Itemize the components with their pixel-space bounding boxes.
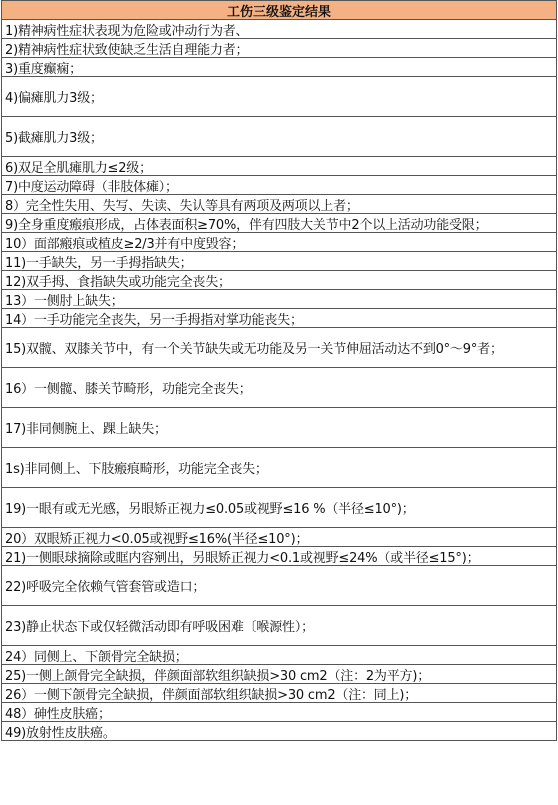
table-row: 15)双髋、双膝关节中，有一个关节缺失或无功能及另一关节伸屈活动达不到0°～9°者； xyxy=(1,328,557,368)
table-row: 21)一侧眼球摘除或眶内容剜出，另眼矫正视力<0.1或视野≤24%（或半径≤15°)； xyxy=(1,547,557,566)
table-row: 17)非同侧腕上、踝上缺失； xyxy=(1,408,557,448)
table-row: 7)中度运动障碍（非肢体瘫）； xyxy=(1,176,557,195)
table-row: 6)双足全肌瘫肌力≤2级； xyxy=(1,157,557,176)
table-row: 22)呼吸完全依赖气管套管或造口； xyxy=(1,566,557,606)
table-row: 8）完全性失用、失写、失读、失认等具有两项及两项以上者； xyxy=(1,195,557,214)
table-row: 5)截瘫肌力3级； xyxy=(1,117,557,157)
assessment-table xyxy=(1,0,557,741)
table-row: 4)偏瘫肌力3级； xyxy=(1,77,557,117)
table-row: 3)重度癫痫； xyxy=(1,58,557,77)
table-row: 1s)非同侧上、下肢瘢痕畸形，功能完全丧失； xyxy=(1,448,557,488)
table-row: 11)一手缺失，另一手拇指缺失； xyxy=(1,252,557,271)
table-row: 49)放射性皮肤癌。 xyxy=(1,722,557,741)
table-row: 25)一侧上颌骨完全缺损，伴颜面部软组织缺损>30 cm2（注：2为平方)； xyxy=(1,665,557,684)
table-row: 12)双手拇、食指缺失或功能完全丧失； xyxy=(1,271,557,290)
table-row: 26）一侧下颌骨完全缺损，伴颜面部软组织缺损>30 cm2（注：同上)； xyxy=(1,684,557,703)
table-row: 13）一侧肘上缺失； xyxy=(1,290,557,309)
table-row: 14）一手功能完全丧失，另一手拇指对掌功能丧失； xyxy=(1,309,557,328)
table-row: 19)一眼有或无光感，另眼矫正视力≤0.05或视野≤16 %（半径≤10°)； xyxy=(1,488,557,528)
table-row: 9)全身重度瘢痕形成，占体表面积≥70%，伴有四肢大关节中2个以上活动功能受限； xyxy=(1,214,557,233)
table-row: 1)精神病性症状表现为危险或冲动行为者、 xyxy=(1,20,557,39)
table-row: 2)精神病性症状致使缺乏生活自理能力者； xyxy=(1,39,557,58)
table-title: 工伤三级鉴定结果 xyxy=(1,1,557,20)
table-row: 48）砷性皮肤癌； xyxy=(1,703,557,722)
table-row: 16）一侧髋、膝关节畸形，功能完全丧失； xyxy=(1,368,557,408)
table-row: 23)静止状态下或仅轻微活动即有呼吸困难〔喉源性）； xyxy=(1,606,557,646)
table-row: 24）同侧上、下颌骨完全缺损； xyxy=(1,646,557,665)
table-row: 20）双眼矫正视力<0.05或视野≤16%(半径≤10°)； xyxy=(1,528,557,547)
table-row: 10）面部瘢痕或植皮≥2/3并有中度毁容； xyxy=(1,233,557,252)
